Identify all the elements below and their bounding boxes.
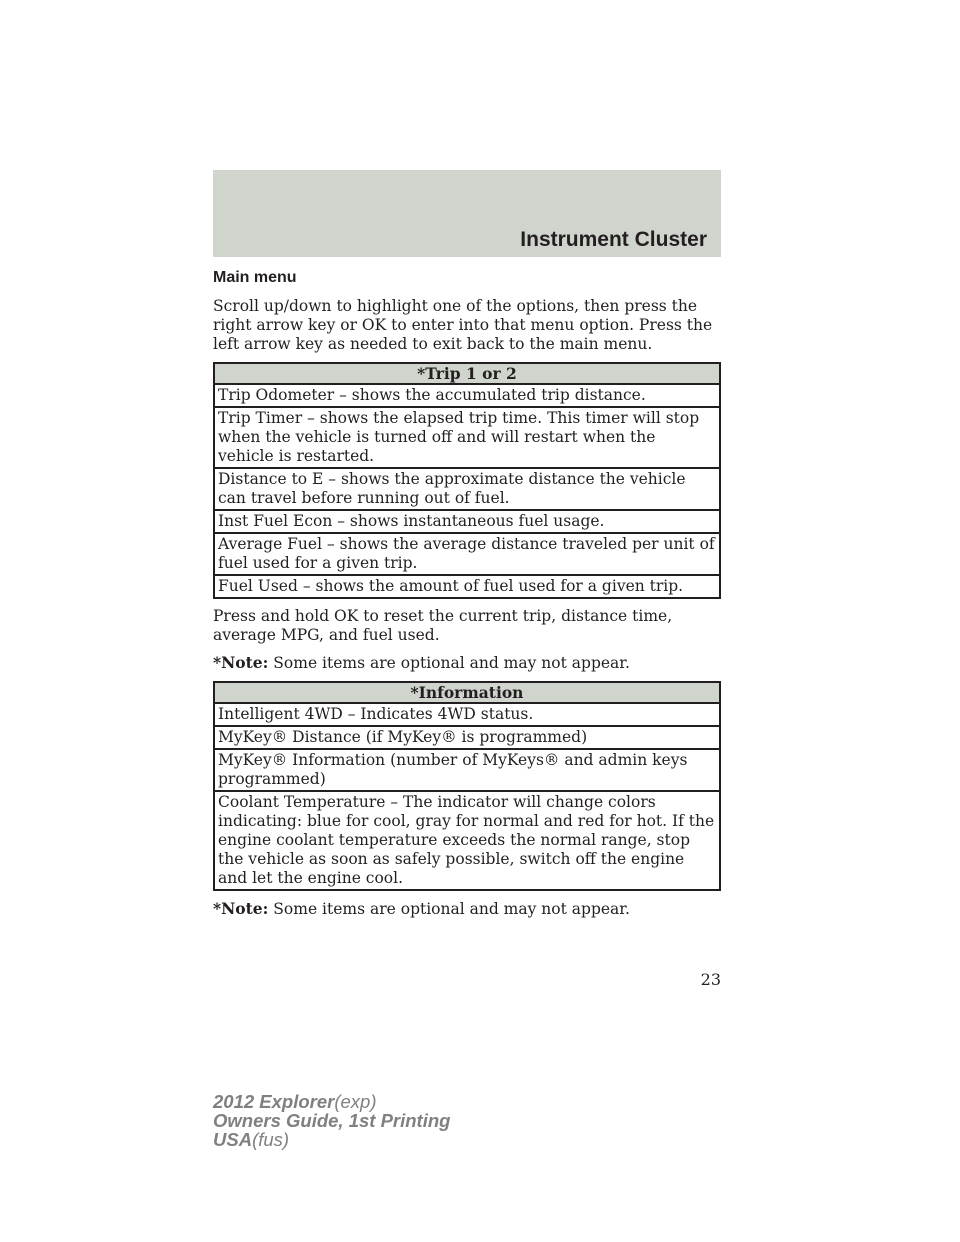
section-header-band [213, 170, 721, 257]
table-row: Trip Timer – shows the elapsed trip time. This timer will stop when the vehicle is turned off and will restart when the vehicle is restarted. [214, 407, 720, 468]
note-optional-items-2 [213, 899, 721, 919]
note-text: Some items are optional and may not appear. [273, 900, 630, 918]
table-row: Distance to E – shows the approximate distance the vehicle can travel before running out of fuel. [214, 468, 720, 510]
information-table [213, 681, 721, 891]
note-optional-items [213, 653, 721, 673]
trip-table-header: *Trip 1 or 2 [214, 363, 720, 384]
information-table-header: *Information [214, 682, 720, 703]
table-row: Trip Odometer – shows the accumulated trip distance. [214, 384, 720, 407]
footer-line-3 [213, 1130, 450, 1149]
footer-region-code: (fus) [252, 1129, 290, 1150]
trip-table [213, 362, 721, 599]
footer-printing: Owners Guide, 1st Printing [213, 1110, 451, 1131]
reset-instructions: Press and hold OK to reset the current trip, distance time, average MPG, and fuel used. [213, 607, 673, 644]
footer-region: USA [213, 1129, 253, 1150]
main-menu-heading: Main menu [213, 269, 297, 286]
footer-model-code: (exp) [334, 1091, 377, 1112]
note-label: *Note: [213, 653, 269, 672]
print-footer [213, 1092, 450, 1149]
table-row: Fuel Used – shows the amount of fuel used for a given trip. [214, 575, 720, 598]
table-row: MyKey® Distance (if MyKey® is programmed) [214, 726, 720, 749]
note-label: *Note: [213, 899, 269, 918]
main-menu-intro: Scroll up/down to highlight one of the options, then press the right arrow key or OK to enter into that menu option. Press the left arrow key as needed to exit back to the main menu. [213, 297, 713, 353]
table-row: Intelligent 4WD – Indicates 4WD status. [214, 703, 720, 726]
page-content [213, 268, 721, 927]
footer-model: 2012 Explorer [213, 1091, 335, 1112]
table-row: Inst Fuel Econ – shows instantaneous fuel usage. [214, 510, 720, 533]
table-row: MyKey® Information (number of MyKeys® and admin keys programmed) [214, 749, 720, 791]
note-text: Some items are optional and may not appear. [273, 654, 630, 672]
table-row: Coolant Temperature – The indicator will change colors indicating: blue for cool, gray for normal and red for hot. If the engine coolant temperature exceeds the normal range, stop the vehicle as soon as safely possible, switch off the engine and let the engine cool. [214, 791, 720, 890]
section-title: Instrument Cluster [520, 228, 707, 251]
page-number: 23 [700, 970, 721, 989]
footer-line-1 [213, 1092, 450, 1111]
table-row: Average Fuel – shows the average distance traveled per unit of fuel used for a given trip. [214, 533, 720, 575]
